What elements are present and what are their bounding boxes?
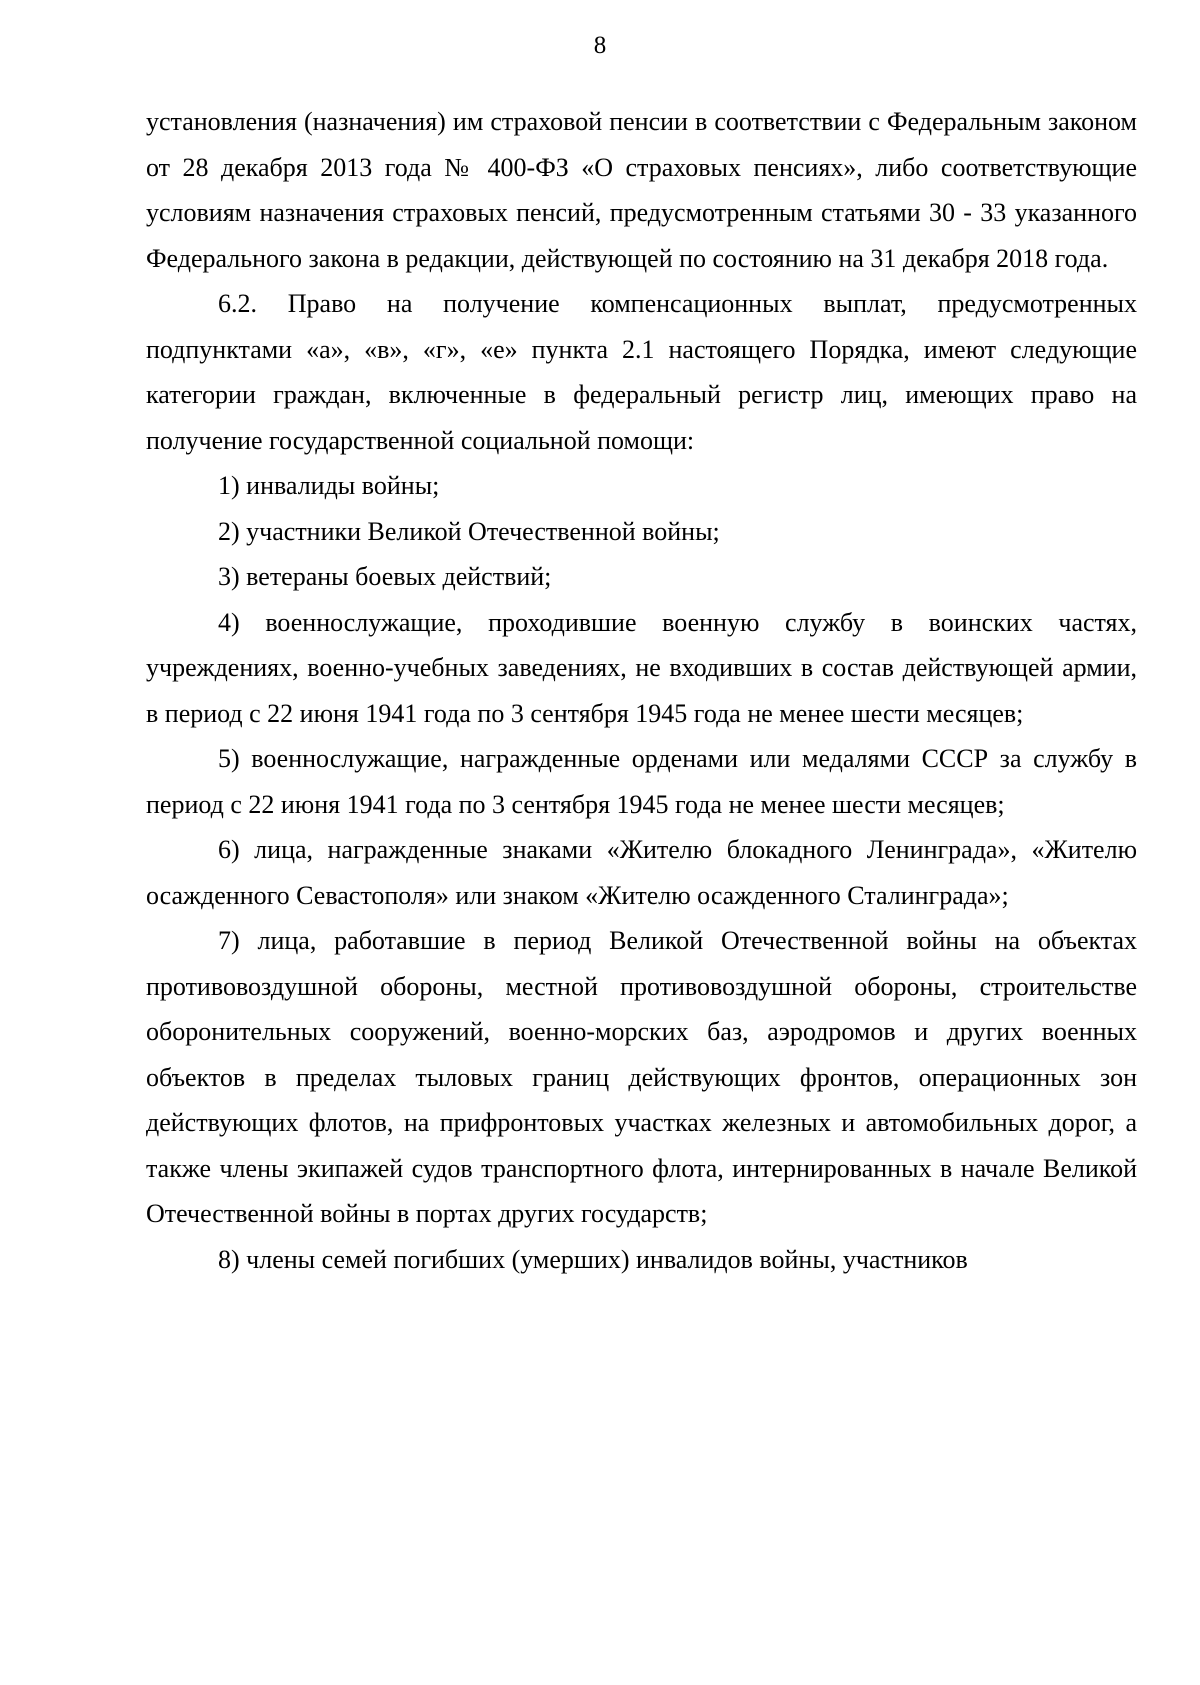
- paragraph-clause-6-2: 6.2. Право на получение компенсационных выплат, предусмотренных подпунктами «а», «в», «г», «е» пункта 2.1 настоящего Порядка, имеют следующие категории граждан, включенные в федеральный регистр лиц, имеющих право на получение государственной социальной помощи:: [146, 289, 1137, 455]
- list-item-2: 2) участники Великой Отечественной войны;: [218, 516, 720, 546]
- page-number: 8: [593, 32, 607, 59]
- list-item-6: 6) лица, награжденные знаками «Жителю блокадного Ленинграда», «Жителю осажденного Севастополя» или знаком «Жителю осажденного Сталинграда»;: [146, 835, 1137, 910]
- list-item-3: 3) ветераны боевых действий;: [218, 562, 552, 591]
- list-item-4: 4) военнослужащие, проходившие военную службу в воинских частях, учреждениях, военно-учебных заведениях, не входивших в состав действующей армии, в период с 22 июня 1941 года по 3 сентября 1945 года не менее шести месяцев;: [146, 607, 1137, 728]
- paragraph-intro-continuation: установления (назначения) им страховой пенсии в соответствии с Федеральным законом от 28 декабря 2013 года № 400-ФЗ «О страховых пенсиях», либо соответствующие условиям назначения страховых пенсий, предусмотренным статьями 30 - 33 указанного Федерального закона в редакции, действующей по состоянию на 31 декабря 2018 года.: [146, 107, 1137, 273]
- document-body: [146, 99, 1137, 1282]
- list-item-1: 1) инвалиды войны;: [218, 471, 440, 500]
- list-item-5: 5) военнослужащие, награжденные орденами или медалями СССР за службу в период с 22 июня 1941 года по 3 сентября 1945 года не менее шести месяцев;: [146, 744, 1137, 819]
- list-item-7: 7) лица, работавшие в период Великой Отечественной войны на объектах противовоздушной обороны, местной противовоздушной обороны, строительстве оборонительных сооружений, военно-морских баз, аэродромов и других военных объектов в пределах тыловых границ действующих фронтов, операционных зон действующих флотов, на прифронтовых участках железных и автомобильных дорог, а также члены экипажей судов транспортного флота, интернированных в начале Великой Отечественной войны в портах других государств;: [146, 926, 1137, 1228]
- list-item-8: 8) члены семей погибших (умерших) инвалидов войны, участников: [218, 1244, 968, 1274]
